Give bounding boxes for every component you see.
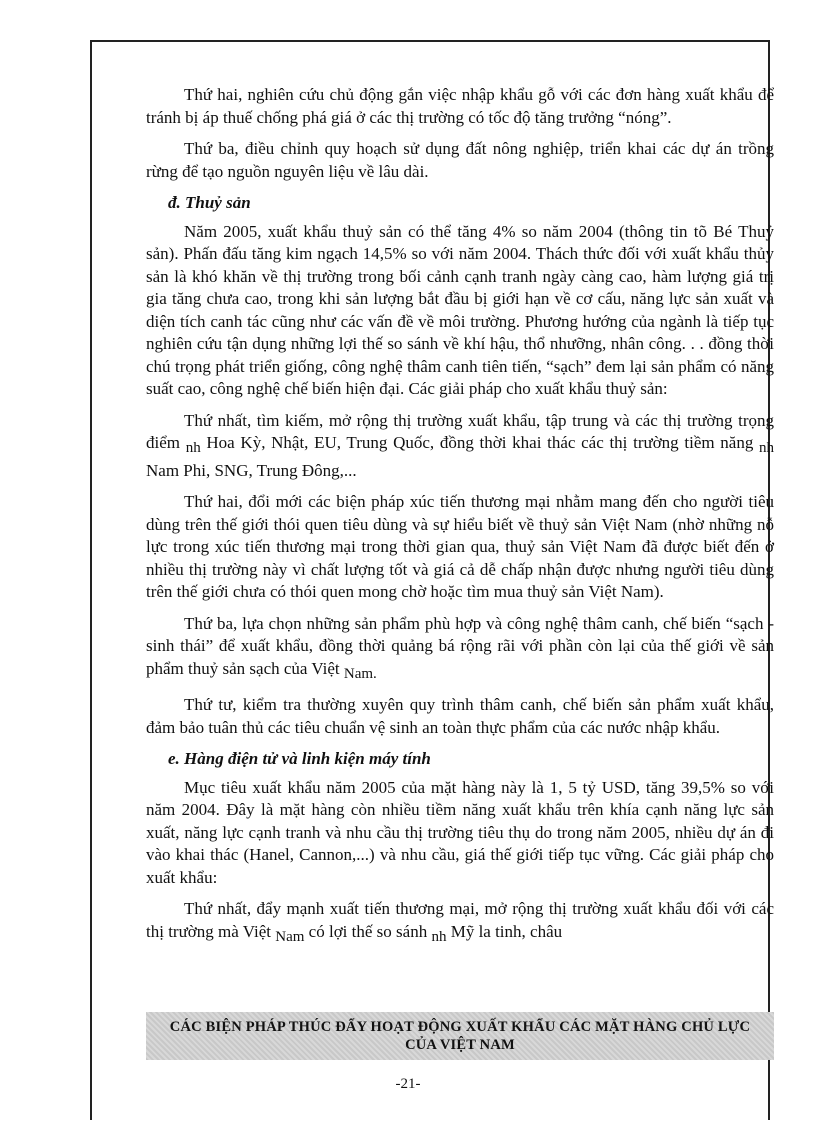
subscript-run: nh	[759, 440, 775, 456]
paragraph	[146, 898, 774, 948]
paragraph	[146, 410, 774, 483]
paragraph	[146, 613, 774, 686]
section-heading: đ. Thuỷ sản	[168, 193, 251, 212]
paragraph: Thứ hai, nghiên cứu chủ động gắn việc nhập khẩu gỗ với các đơn hàng xuất khẩu để tránh bị áp thuế chống phá giá ở các thị trường có tốc độ tăng trưởng “nóng”.	[146, 85, 774, 127]
footer-title	[170, 1018, 750, 1054]
page-number: -21-	[395, 1076, 421, 1092]
footer-line-2: CỦA VIỆT NAM	[405, 1037, 515, 1053]
subscript-run: Nam.	[343, 665, 377, 682]
paragraph: Năm 2005, xuất khẩu thuỷ sản có thể tăng 4% so năm 2004 (thông tin tõ Bé Thuỷ sản). Phấn đấu tăng kim ngạch 14,5% so với năm 2004. Thách thức đối với xuất khẩu thủy sản là khó khăn về thị trường trong bối cảnh cạnh tranh ngày càng cao, hàm lượng giá trị gia tăng chưa cao, trong khi sản lượng bắt đầu bị giới hạn về cơ cấu, năng lực sản xuất và diện tích canh tác cũng như các vấn đề về môi trường. Phương hướng của ngành là tiếp tục nghiên cứu tận dụng những lợi thế so sánh về khí hậu, thổ nhưỡng, nhân công. . . đồng thời chú trọng phát triển giống, công nghệ thâm canh tiên tiến, “sạch” đem lại sản phẩm có năng suất cao, công nghệ chế biến hiện đại. Các giải pháp cho xuất khẩu thuỷ sản:	[146, 221, 774, 398]
subscript-run: nh	[431, 928, 447, 945]
paragraph: Thứ hai, đổi mới các biện pháp xúc tiến thương mại nhằm mang đến cho người tiêu dùng trên thế giới thói quen tiêu dùng và sự hiểu biết về thuỷ sản Việt Nam (nhờ những nỗ lực trong xúc tiến thương mại trong thời gian qua, thuỷ sản Việt Nam đã được biết đến ở nhiều thị trường này vì chất lượng tốt và giá cả dễ chấp nhận được nhưng người tiêu dùng trên thế giới chưa có thói quen mong chờ hoặc tìm mua thuỷ sản Việt Nam).	[146, 492, 774, 601]
subscript-run: nh	[185, 440, 201, 456]
paragraph: Thứ ba, điều chỉnh quy hoạch sử dụng đất nông nghiệp, triển khai các dự án trồng rừng để tạo nguồn nguyên liệu về lâu dài.	[146, 139, 774, 181]
paragraph: Mục tiêu xuất khẩu năm 2005 của mặt hàng này là 1, 5 tỷ USD, tăng 39,5% so với năm 2004. Đây là mặt hàng còn nhiều tiềm năng xuất khẩu trên khía cạnh năng lực sản xuất, năng lực cạnh tranh và nhu cầu thị trường tiêu thụ do trong năm 2005, nhiều dự án đi vào khai thác (Hanel, Cannon,...) và nhu cầu, giá thế giới tiếp tục vững. Các giải pháp cho xuất khẩu:	[146, 777, 774, 887]
text-run: Hoa Kỳ, Nhật, EU, Trung Quốc, đồng thời khai thác các thị trường tiềm năng	[206, 433, 754, 452]
text-run: Thứ nhất, đẩy mạnh xuất tiến thương mại, mở rộng thị trường xuất khẩu đối với các thị trường mà Việt	[146, 899, 774, 941]
footer-banner	[146, 1012, 774, 1060]
paragraph: Thứ tư, kiểm tra thường xuyên quy trình thâm canh, chế biến sản phẩm xuất khẩu, đảm bảo tuân thủ các tiêu chuẩn vệ sinh an toàn thực phẩm của các nước nhập khẩu.	[146, 695, 774, 737]
text-run: có lợi thế so sánh	[308, 921, 428, 941]
section-heading: e. Hàng điện tử và linh kiện máy tính	[168, 749, 431, 768]
text-run: Thứ ba, lựa chọn những sản phẩm phù hợp và công nghệ thâm canh, chế biến “sạch - sinh thái” để xuất khẩu, đồng thời quảng bá rộng rãi với phần còn lại của thế giới về sản phẩm thuỷ sản sạch của Việt	[146, 613, 774, 678]
footer-line-1: CÁC BIỆN PHÁP THÚC ĐẨY HOẠT ĐỘNG XUẤT KHẨU CÁC MẶT HÀNG CHỦ LỰC	[169, 1019, 751, 1035]
subscript-run: Nam	[275, 928, 305, 945]
document-body	[146, 84, 774, 957]
text-run: Nam Phi, SNG, Trung Đông,...	[146, 460, 357, 480]
text-run: Thứ nhất, tìm kiếm, mở rộng thị trường xuất khẩu, tập trung và các thị trường trọng điểm	[146, 410, 774, 452]
text-run: Mỹ la tinh, châu	[450, 921, 563, 941]
